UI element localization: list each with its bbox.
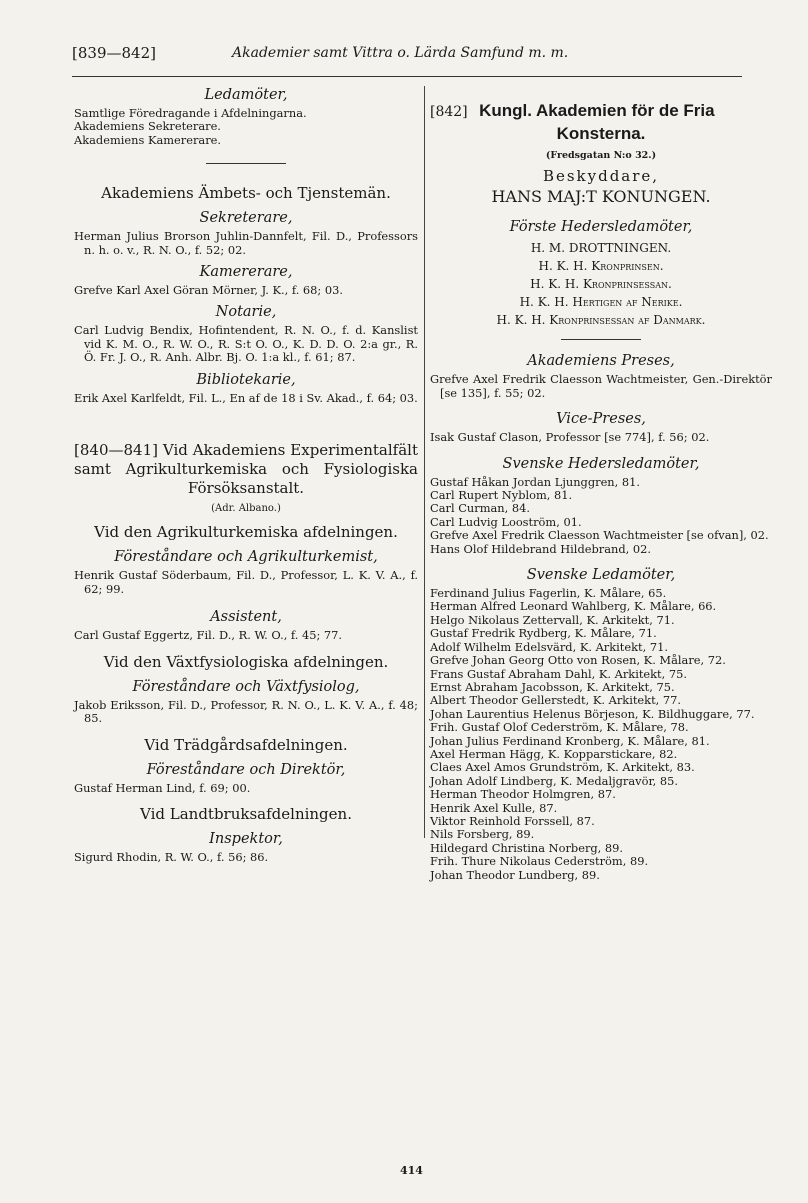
vice-preses-entry: Isak Gustaf Clason, Professor [se 774], f. 56; 02.	[430, 430, 710, 445]
forste-item: H. M. DROTTNINGEN.	[530, 241, 672, 256]
agri-entry: Henrik Gustaf Söderbaum, Fil. D., Professor, L. K. V. A., f. 62; 99.	[74, 568, 418, 596]
academy-title-line1: Kungl. Akademien för de Fria	[479, 101, 715, 120]
forste-item: H. K. H. Kronprinsessan.	[530, 277, 672, 292]
ledamot-item: Herman Theodor Holmgren, 87.	[430, 787, 616, 802]
right-column	[430, 86, 772, 882]
running-title: Akademier samt Vittra o. Lärda Samfund m. m.	[232, 45, 569, 61]
king: HANS MAJ:T KONUNGEN.	[491, 187, 711, 207]
page-number: 414	[400, 1164, 423, 1177]
ledamot-item: Gustaf Fredrik Rydberg, K. Målare, 71.	[430, 626, 657, 641]
ledamoter-line: Akademiens Sekreterare.	[74, 119, 221, 134]
ledamot-item: Albert Theodor Gellerstedt, K. Arkitekt, 77.	[430, 693, 682, 708]
ledamoter-line: Akademiens Kamererare.	[74, 132, 222, 147]
forste-item: H. K. H. Hertigen af Nerike.	[519, 295, 683, 310]
preses-heading: Akademiens Preses,	[527, 353, 675, 370]
ledamot-item: Herman Alfred Leonard Wahlberg, K. Målare, 66.	[430, 599, 717, 614]
ledamot-item: Adolf Wilhelm Edelsvärd, K. Arkitekt, 71.	[430, 639, 668, 654]
running-header	[72, 44, 732, 70]
forste-heading: Förste Hedersledamöter,	[509, 219, 693, 236]
ledamot-item: Ferdinand Julius Fagerlin, K. Målare, 65.	[430, 586, 667, 601]
academy-title-line2: Konsterna.	[556, 124, 646, 143]
ledamot-item: Hildegard Christina Norberg, 89.	[430, 840, 624, 855]
vaxt-subheading: Föreståndare och Växtfysiolog,	[132, 678, 360, 695]
preses-entry: Grefve Axel Fredrik Claesson Wachtmeister, Gen.-Direktör [se 135], f. 55; 02.	[430, 372, 772, 400]
agri-heading: Vid den Agrikulturkemiska afdelningen.	[94, 523, 398, 542]
heders-item: Carl Curman, 84.	[430, 501, 530, 516]
ledamot-item: Henrik Axel Kulle, 87.	[430, 800, 558, 815]
landt-entry: Sigurd Rhodin, R. W. O., f. 56; 86.	[74, 849, 269, 864]
section-842-number: [842]	[430, 104, 468, 120]
forste-item: H. K. H. Kronprinsen.	[538, 259, 664, 274]
left-column	[74, 86, 418, 864]
heders-item: Carl Ludvig Looström, 01.	[430, 514, 582, 529]
ledamot-item: Frans Gustaf Abraham Dahl, K. Arkitekt, 75.	[430, 666, 687, 681]
divider	[206, 163, 286, 164]
section-840-address: (Adr. Albano.)	[211, 503, 281, 515]
ledamoter-heading: Svenske Ledamöter,	[526, 567, 676, 584]
divider	[561, 339, 641, 340]
bibliotekarie-heading: Bibliotekarie,	[196, 371, 296, 388]
column-divider	[424, 86, 425, 838]
ledamoter-heading: Ledamöter,	[204, 87, 288, 103]
ledamot-item: Ernst Abraham Jacobsson, K. Arkitekt, 75.	[430, 679, 675, 694]
header-rule	[72, 76, 742, 77]
kamererare-entry: Grefve Karl Axel Göran Mörner, J. K., f. 68; 03.	[74, 283, 344, 298]
ledamot-item: Claes Axel Amos Grundström, K. Arkitekt, 83.	[430, 760, 695, 775]
trad-heading: Vid Trädgårdsafdelningen.	[144, 735, 348, 754]
page-range: [839—842]	[72, 44, 156, 62]
heders-item: Gustaf Håkan Jordan Ljunggren, 81.	[430, 474, 640, 489]
forste-item: H. K. H. Kronprinsessan af Danmark.	[496, 313, 706, 328]
ambets-heading: Akademiens Ämbets- och Tjenstemän.	[101, 184, 391, 203]
ledamot-item: Frih. Thure Nikolaus Cederström, 89.	[430, 854, 649, 869]
trad-subheading: Föreståndare och Direktör,	[146, 761, 346, 778]
sekreterare-heading: Sekreterare,	[199, 210, 293, 227]
ledamot-item: Helgo Nikolaus Zettervall, K. Arkitekt, 71.	[430, 612, 675, 627]
academy-address: (Fredsgatan N:o 32.)	[545, 150, 657, 161]
ledamoter-line: Samtlige Föredragande i Afdelningarna.	[74, 106, 307, 120]
heders-item: Hans Olof Hildebrand Hildebrand, 02.	[430, 541, 651, 556]
assistent-entry: Carl Gustaf Eggertz, Fil. D., R. W. O., f. 45; 77.	[74, 628, 343, 643]
ledamot-item: Johan Julius Ferdinand Kronberg, K. Målare, 81.	[430, 733, 710, 748]
ledamot-item: Axel Herman Hägg, K. Kopparstickare, 82.	[430, 746, 678, 761]
ledamot-item: Viktor Reinhold Forssell, 87.	[430, 813, 595, 828]
ledamot-item: Johan Adolf Lindberg, K. Medaljgravör, 85.	[430, 773, 678, 788]
landt-subheading: Inspektor,	[209, 830, 283, 847]
notarie-entry: Carl Ludvig Bendix, Hofintendent, R. N. O., f. d. Kanslist vid K. M. O., R. W. O., R. S:t O. O., K. D. D. O. 2:a gr., R. Ö. Fr. J. O., R. Anh. Albr. Bj. O. 1:a kl., f. 61; 87.	[74, 323, 418, 365]
section-840-title: [840—841] Vid Akademiens Experimentalfält samt Agrikulturkemiska och Fysiologiska Försöksanstalt.	[74, 441, 418, 498]
ledamot-item: Grefve Johan Georg Otto von Rosen, K. Målare, 72.	[430, 653, 726, 668]
vice-preses-heading: Vice-Preses,	[556, 411, 646, 428]
ledamot-item: Nils Forsberg, 89.	[430, 827, 535, 842]
vaxt-entry: Jakob Eriksson, Fil. D., Professor, R. N. O., L. K. V. A., f. 48; 85.	[74, 697, 418, 726]
sekreterare-entry: Herman Julius Brorson Juhlin-Dannfelt, Fil. D., Professors n. h. o. v., R. N. O., f. 52; 02.	[74, 229, 418, 257]
beskyddare-heading: Beskyddare,	[542, 167, 660, 186]
ledamot-item: Johan Laurentius Helenus Börjeson, K. Bildhuggare, 77.	[430, 706, 755, 721]
trad-entry: Gustaf Herman Lind, f. 69; 00.	[74, 780, 251, 795]
bibliotekarie-entry: Erik Axel Karlfeldt, Fil. L., En af de 18 i Sv. Akad., f. 64; 03.	[74, 390, 418, 405]
assistent-heading: Assistent,	[210, 609, 282, 626]
heders-item: Carl Rupert Nyblom, 81.	[430, 488, 573, 503]
ledamot-item: Frih. Gustaf Olof Cederström, K. Målare, 78.	[430, 720, 689, 735]
heders-heading: Svenske Hedersledamöter,	[502, 455, 700, 472]
notarie-heading: Notarie,	[215, 304, 277, 321]
kamererare-heading: Kamererare,	[199, 264, 293, 281]
vaxt-heading: Vid den Växtfysiologiska afdelningen.	[103, 652, 389, 671]
heders-item: Grefve Axel Fredrik Claesson Wachtmeister [se ofvan], 02.	[430, 528, 769, 543]
landt-heading: Vid Landtbruksafdelningen.	[140, 804, 352, 823]
agri-subheading: Föreståndare och Agrikulturkemist,	[114, 549, 378, 566]
ledamot-item: Johan Theodor Lundberg, 89.	[430, 867, 600, 882]
